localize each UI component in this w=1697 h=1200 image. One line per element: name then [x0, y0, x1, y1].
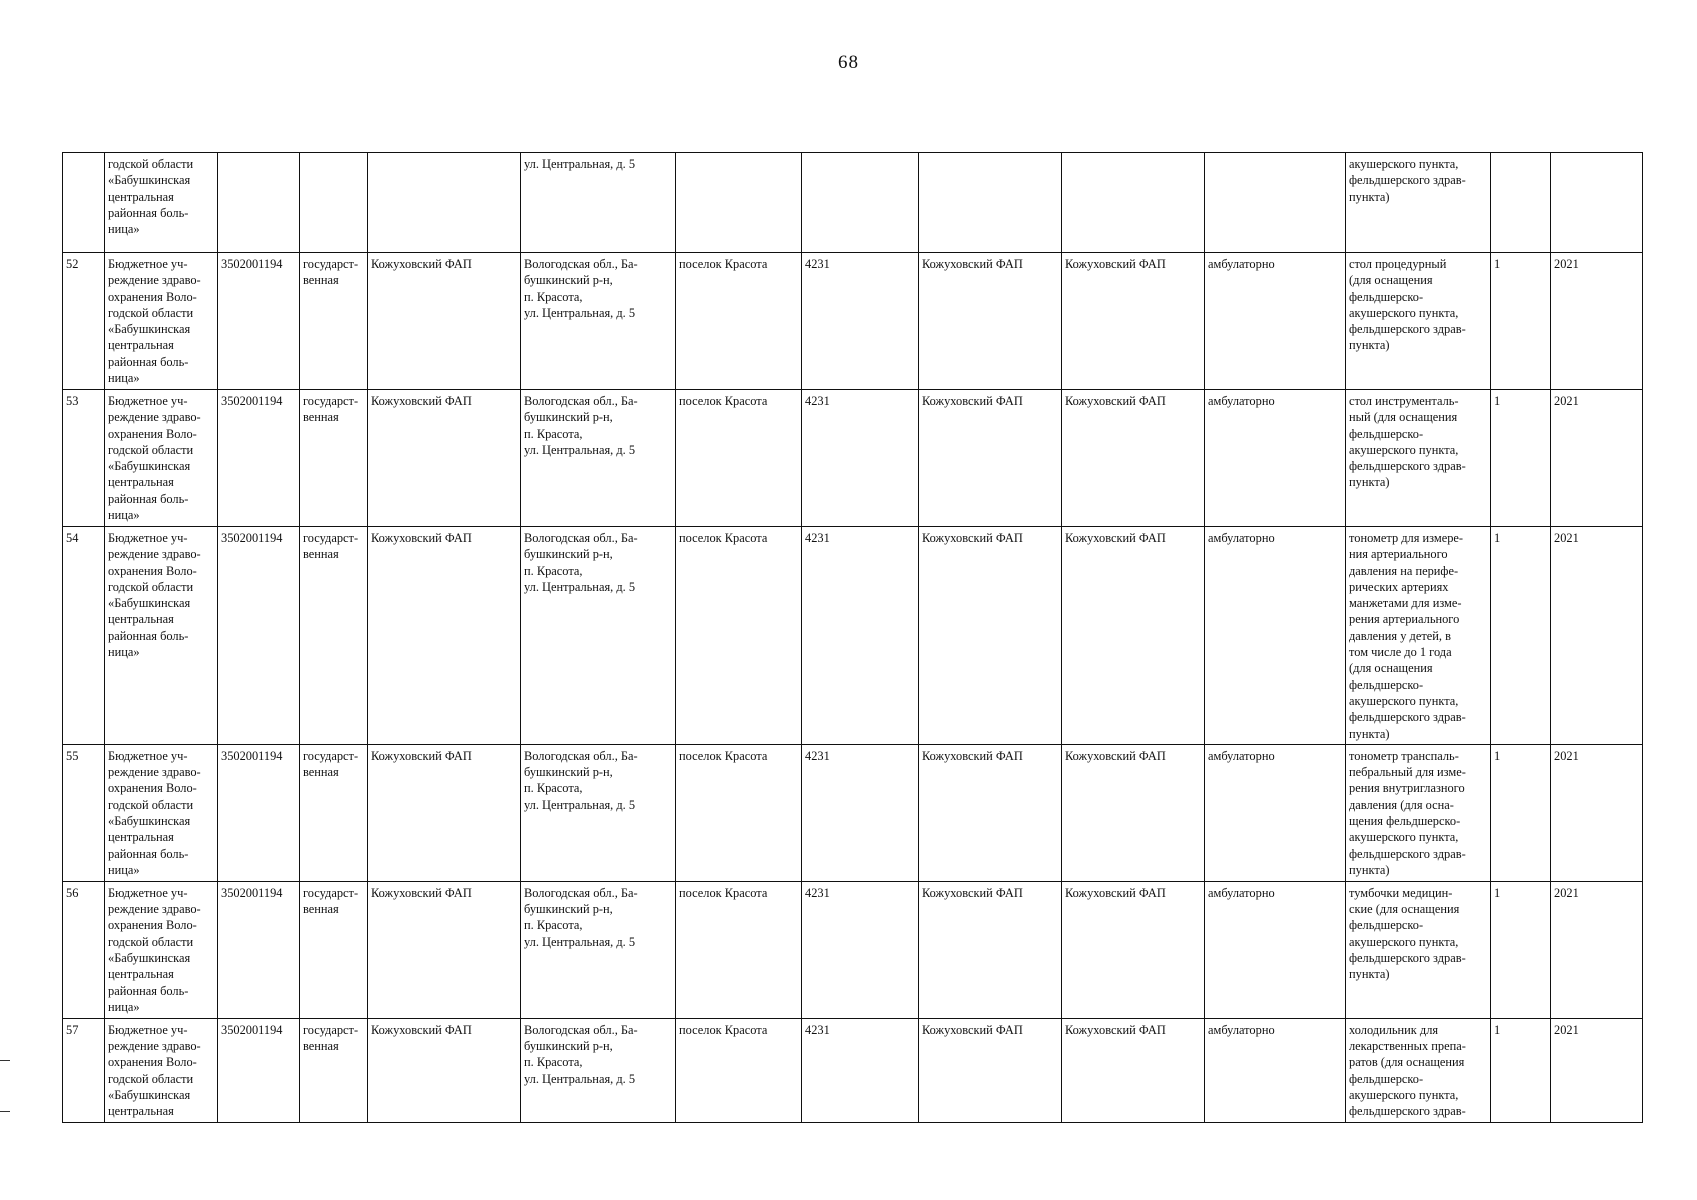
cell-num: 53 — [63, 390, 105, 527]
cell-code: 4231 — [802, 390, 919, 527]
cell-form: амбулаторно — [1205, 881, 1346, 1018]
cell-address: Вологодская обл., Ба- бушкинский р-н, п. Красота, ул. Центральная, д. 5 — [521, 744, 676, 881]
cell-ownership: государст- венная — [300, 527, 368, 745]
cell-code: 4231 — [802, 527, 919, 745]
cell-num: 54 — [63, 527, 105, 745]
cell-locality: поселок Красота — [676, 390, 802, 527]
cell-qty: 1 — [1491, 744, 1551, 881]
margin-mark-bottom — [0, 1111, 10, 1112]
cell-code: 4231 — [802, 1018, 919, 1122]
margin-mark-top — [0, 1060, 10, 1061]
cell-qty — [1491, 153, 1551, 253]
cell-unit3: Кожуховский ФАП — [1062, 527, 1205, 745]
cell-qty: 1 — [1491, 390, 1551, 527]
cell-code: 4231 — [802, 253, 919, 390]
cell-ownership: государст- венная — [300, 1018, 368, 1122]
cell-inn: 3502001194 — [218, 253, 300, 390]
cell-equipment: стол процедурный (для оснащения фельдшерско- акушерского пункта, фельдшерского здрав- пункта) — [1346, 253, 1491, 390]
registry-table — [62, 152, 1643, 1123]
cell-unit: Кожуховский ФАП — [368, 390, 521, 527]
cell-ownership: государст- венная — [300, 390, 368, 527]
cell-unit3: Кожуховский ФАП — [1062, 253, 1205, 390]
cell-org: Бюджетное уч- реждение здраво- охранения Воло- годской области «Бабушкинская центральная районная боль- ница» — [105, 253, 218, 390]
cell-unit3: Кожуховский ФАП — [1062, 390, 1205, 527]
cell-code: 4231 — [802, 881, 919, 1018]
cell-equipment: холодильник для лекарственных препа- ратов (для оснащения фельдшерско- акушерского пункта, фельдшерского здрав- — [1346, 1018, 1491, 1122]
cell-ownership: государст- венная — [300, 881, 368, 1018]
cell-address: Вологодская обл., Ба- бушкинский р-н, п. Красота, ул. Центральная, д. 5 — [521, 881, 676, 1018]
cell-locality: поселок Красота — [676, 881, 802, 1018]
cell-org: Бюджетное уч- реждение здраво- охранения Воло- годской области «Бабушкинская центральная районная боль- ница» — [105, 744, 218, 881]
cell-form: амбулаторно — [1205, 253, 1346, 390]
cell-num: 55 — [63, 744, 105, 881]
cell-unit — [368, 153, 521, 253]
cell-locality — [676, 153, 802, 253]
table-row — [63, 390, 1643, 527]
cell-unit: Кожуховский ФАП — [368, 1018, 521, 1122]
cell-ownership: государст- венная — [300, 744, 368, 881]
cell-unit2 — [919, 153, 1062, 253]
cell-address: ул. Центральная, д. 5 — [521, 153, 676, 253]
cell-unit: Кожуховский ФАП — [368, 527, 521, 745]
cell-year: 2021 — [1551, 253, 1643, 390]
cell-year: 2021 — [1551, 744, 1643, 881]
cell-year — [1551, 153, 1643, 253]
cell-qty: 1 — [1491, 253, 1551, 390]
cell-form: амбулаторно — [1205, 527, 1346, 745]
cell-form: амбулаторно — [1205, 1018, 1346, 1122]
cell-address: Вологодская обл., Ба- бушкинский р-н, п. Красота, ул. Центральная, д. 5 — [521, 527, 676, 745]
cell-inn: 3502001194 — [218, 881, 300, 1018]
cell-address: Вологодская обл., Ба- бушкинский р-н, п. Красота, ул. Центральная, д. 5 — [521, 1018, 676, 1122]
cell-inn: 3502001194 — [218, 390, 300, 527]
cell-unit2: Кожуховский ФАП — [919, 1018, 1062, 1122]
cell-qty: 1 — [1491, 881, 1551, 1018]
cell-year: 2021 — [1551, 527, 1643, 745]
table-row — [63, 881, 1643, 1018]
table-row — [63, 153, 1643, 253]
cell-unit3: Кожуховский ФАП — [1062, 1018, 1205, 1122]
cell-org: Бюджетное уч- реждение здраво- охранения Воло- годской области «Бабушкинская центральная районная боль- ница» — [105, 881, 218, 1018]
cell-form: амбулаторно — [1205, 390, 1346, 527]
cell-inn: 3502001194 — [218, 527, 300, 745]
cell-locality: поселок Красота — [676, 744, 802, 881]
cell-locality: поселок Красота — [676, 253, 802, 390]
cell-locality: поселок Красота — [676, 1018, 802, 1122]
cell-inn: 3502001194 — [218, 744, 300, 881]
cell-unit3 — [1062, 153, 1205, 253]
table-row — [63, 744, 1643, 881]
page-number: 68 — [838, 52, 859, 73]
cell-year: 2021 — [1551, 390, 1643, 527]
cell-code — [802, 153, 919, 253]
cell-code: 4231 — [802, 744, 919, 881]
cell-equipment: тумбочки медицин- ские (для оснащения фельдшерско- акушерского пункта, фельдшерского здрав- пункта) — [1346, 881, 1491, 1018]
table-row — [63, 1018, 1643, 1122]
cell-unit2: Кожуховский ФАП — [919, 527, 1062, 745]
cell-year: 2021 — [1551, 1018, 1643, 1122]
cell-unit3: Кожуховский ФАП — [1062, 881, 1205, 1018]
cell-org: Бюджетное уч- реждение здраво- охранения Воло- годской области «Бабушкинская центральная — [105, 1018, 218, 1122]
cell-num — [63, 153, 105, 253]
cell-unit2: Кожуховский ФАП — [919, 253, 1062, 390]
cell-unit: Кожуховский ФАП — [368, 881, 521, 1018]
table-body — [63, 153, 1643, 1123]
cell-equipment: акушерского пункта, фельдшерского здрав- пункта) — [1346, 153, 1491, 253]
cell-unit: Кожуховский ФАП — [368, 744, 521, 881]
cell-locality: поселок Красота — [676, 527, 802, 745]
table-row — [63, 527, 1643, 745]
cell-equipment: стол инструменталь- ный (для оснащения фельдшерско- акушерского пункта, фельдшерского здрав- пункта) — [1346, 390, 1491, 527]
cell-inn — [218, 153, 300, 253]
cell-form — [1205, 153, 1346, 253]
cell-org: Бюджетное уч- реждение здраво- охранения Воло- годской области «Бабушкинская центральная районная боль- ница» — [105, 390, 218, 527]
cell-year: 2021 — [1551, 881, 1643, 1018]
cell-unit: Кожуховский ФАП — [368, 253, 521, 390]
cell-inn: 3502001194 — [218, 1018, 300, 1122]
cell-address: Вологодская обл., Ба- бушкинский р-н, п. Красота, ул. Центральная, д. 5 — [521, 253, 676, 390]
cell-unit2: Кожуховский ФАП — [919, 390, 1062, 527]
cell-num: 52 — [63, 253, 105, 390]
cell-org: Бюджетное уч- реждение здраво- охранения Воло- годской области «Бабушкинская центральная районная боль- ница» — [105, 527, 218, 745]
cell-unit2: Кожуховский ФАП — [919, 881, 1062, 1018]
cell-ownership — [300, 153, 368, 253]
cell-equipment: тонометр транспаль- пебральный для изме- рения внутриглазного давления (для осна- щения фельдшерско- акушерского пункта, фельдшерского здрав- пункта) — [1346, 744, 1491, 881]
cell-address: Вологодская обл., Ба- бушкинский р-н, п. Красота, ул. Центральная, д. 5 — [521, 390, 676, 527]
cell-unit3: Кожуховский ФАП — [1062, 744, 1205, 881]
cell-org: годской области «Бабушкинская центральная районная боль- ница» — [105, 153, 218, 253]
cell-num: 56 — [63, 881, 105, 1018]
cell-num: 57 — [63, 1018, 105, 1122]
cell-ownership: государст- венная — [300, 253, 368, 390]
cell-unit2: Кожуховский ФАП — [919, 744, 1062, 881]
cell-qty: 1 — [1491, 527, 1551, 745]
cell-equipment: тонометр для измере- ния артериального давления на перифе- рических артериях манжетами для изме- рения артериального давления у детей, в том числе до 1 года (для оснащения фельдшерско- акушерского пункта, фельдшерского здрав- пункта) — [1346, 527, 1491, 745]
table-row — [63, 253, 1643, 390]
cell-form: амбулаторно — [1205, 744, 1346, 881]
cell-qty: 1 — [1491, 1018, 1551, 1122]
